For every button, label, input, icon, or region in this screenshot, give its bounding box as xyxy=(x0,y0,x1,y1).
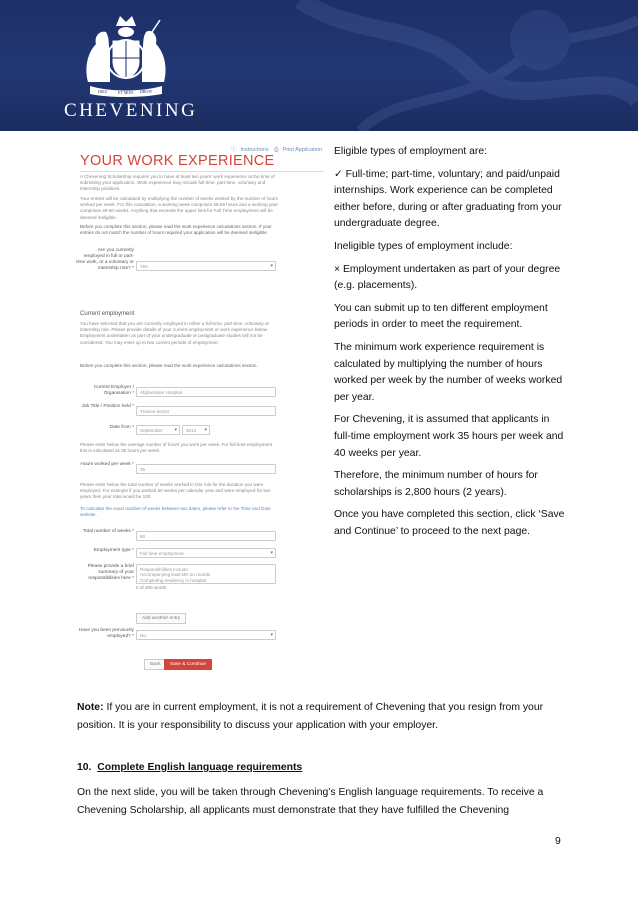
eligible-heading: Eligible types of employment are: xyxy=(334,146,488,157)
employer-input[interactable]: Afghanistan Hospital xyxy=(136,387,276,397)
note-text: If you are in current employment, it is not a requirement of Chevening that you resign from your position. It is your responsibility to discuss your application with your employer. xyxy=(77,702,544,731)
summary-line: Completing residency in hospital xyxy=(140,577,207,583)
date-from-label: Date from * xyxy=(109,425,134,430)
once-completed-text: Once you have completed this section, click ‘Save and Continue’ to proceed to the next page. xyxy=(334,509,565,537)
currently-employed-select[interactable]: Yes ▾ xyxy=(136,261,276,271)
section-10-heading xyxy=(77,762,302,773)
brand-wordmark: CHEVENING xyxy=(64,100,198,121)
work-experience-form-screenshot xyxy=(74,140,326,675)
ineligible-heading: Ineligible types of employment include: xyxy=(334,240,513,252)
employer-label: Current Employer / Organisation * xyxy=(93,385,134,396)
print-application-link[interactable]: Print Application xyxy=(282,147,322,153)
hours-help: Please enter below the average number of hours you work per week. For full-time employment this is calculated as 35 hours per week. xyxy=(80,442,273,454)
summary-line: Responsibilities include: xyxy=(140,566,190,572)
ineligible-item: × Employment undertaken as part of your degree (e.g. placements). xyxy=(334,263,561,292)
date-month-select[interactable]: September ▾ xyxy=(136,425,180,435)
form-calc-info: Your entries will be calculated by multiplying the number of weeks worked by the number of hours worked per week. For this calculation, a working week comprises 35-59 hours and a working year comprises 40-60 weeks. Anything that exceeds the upper limit for Full Time employment will be deemed ineligible. xyxy=(80,196,278,220)
section-title: Complete English language requirements xyxy=(97,762,303,773)
crest-motto-right: ET MON xyxy=(118,90,134,95)
for-chevening-text: For Chevening, it is assumed that applicants in full-time employment work 35 hours per week and 40 weeks per year. xyxy=(334,414,564,459)
crest-motto-left: DIEU xyxy=(98,89,108,94)
save-continue-button[interactable]: Save & Continue xyxy=(164,659,212,670)
previously-employed-label: Have you been previously employed? * xyxy=(78,628,134,639)
section-10-text: On the next slide, you will be taken through Chevening’s English language requirements. To receive a Chevening Scholarship, all applicants must demonstrate that they have fulfilled the Chevening xyxy=(77,787,544,816)
crest-motto-bottom: DROIT xyxy=(140,89,153,94)
current-employment-heading: Current employment xyxy=(80,311,135,317)
summary-textarea[interactable] xyxy=(136,564,276,584)
form-intro: A Chevening Scholarship requires you to have at least two years' work experience at the time of submitting your application. Work experience may include full-time, part-time, voluntary and internship positions. xyxy=(80,174,275,192)
instructions-link[interactable]: Instructions xyxy=(240,147,269,153)
page-number: 9 xyxy=(555,836,561,847)
royal-crest-icon xyxy=(80,12,172,98)
previously-employed-select[interactable]: No ▾ xyxy=(136,630,276,640)
summary-label: Please provide a brief summary of your responsibilities here * xyxy=(87,564,134,581)
info-icon: ⓘ xyxy=(230,147,237,153)
add-entry-button[interactable]: Add another entry xyxy=(136,613,186,624)
eligible-item: ✓ Full-time; part-time, voluntary; and paid/unpaid internships. Work experience can be completed either before, during or after graduating from your undergraduate degree. xyxy=(334,168,562,230)
summary-line: Accompanying lead MD on rounds xyxy=(140,572,211,578)
therefore-text: Therefore, the minimum number of hours for scholarships is 2,800 hours (2 years). xyxy=(334,470,538,498)
form-title-divider xyxy=(80,171,324,172)
header-banner xyxy=(0,0,638,131)
current-employment-intro: You have selected that you are currently employed in either a full-time, part-time, voluntary or internship role. Please provide details of your current employment or work experience below. Employment undertaken as part of your undergraduate or postgraduate studies will not be considered. You may enter up to two current periods of employment. xyxy=(80,321,270,345)
weeks-input[interactable]: 80 xyxy=(136,531,276,541)
note-label: Note: xyxy=(77,702,104,713)
right-column xyxy=(334,144,566,546)
form-before-note: Before you complete this section, please read the work experience calculations section. If your entries do not match the number of hours required your application will be deemed ineligible. xyxy=(80,224,272,236)
job-title-label: Job Title / Position held * xyxy=(81,404,134,409)
form-title: YOUR WORK EXPERIENCE xyxy=(80,153,275,169)
hours-input[interactable]: 35 xyxy=(136,464,276,474)
employment-type-select[interactable]: Full time employment ▾ xyxy=(136,548,276,558)
currently-employed-label: Are you currently employed in full or part-time work, or a voluntary or internship role? * xyxy=(76,248,134,271)
current-employment-before: Before you complete this section, please read the work experience calculations section. xyxy=(80,363,258,368)
date-year-select[interactable]: 2013 ▾ xyxy=(182,425,210,435)
job-title-input[interactable]: Trainee doctor xyxy=(136,406,276,416)
note-paragraph xyxy=(77,699,567,735)
weeks-help: Please enter below the total number of weeks worked in this role for the duration you were employed. For example if you worked 50 weeks per calendar year and were employed for two years then your total would be 100. xyxy=(80,482,271,500)
employment-type-label: Employment type * xyxy=(93,548,134,553)
hours-label: Hours worked per week * xyxy=(80,462,134,467)
minimum-calc-text: The minimum work experience requirement is calculated by multiplying the number of hours worked per week by the number of weeks worked per year. xyxy=(334,341,563,403)
ten-periods-text: You can submit up to ten different employment periods in order to meet the requirement. xyxy=(334,302,548,331)
back-button[interactable]: Back xyxy=(144,659,167,670)
weeks-help-link[interactable]: To calculate the exact number of weeks between two dates, please refer to the Time and Date website. xyxy=(80,506,271,518)
print-icon: ⎙ xyxy=(274,147,279,153)
word-count: 0 of 200 words xyxy=(136,585,167,590)
weeks-label: Total number of weeks * xyxy=(82,529,134,534)
section-number: 10. xyxy=(77,762,92,773)
